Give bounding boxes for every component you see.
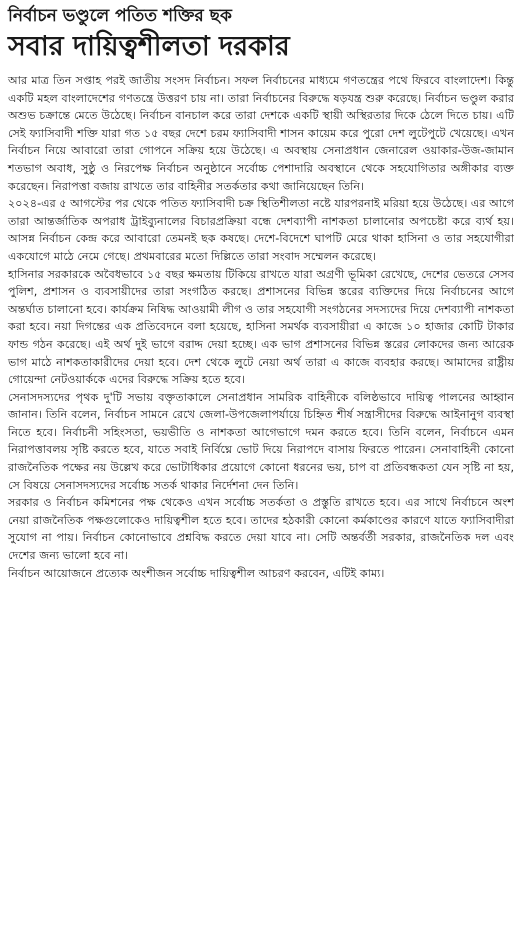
article-body [8, 72, 514, 582]
article-paragraph: আর মাত্র তিন সপ্তাহ পরই জাতীয় সংসদ নির্বাচন। সফল নির্বাচনের মাধ্যমে গণতন্ত্রের পথে ফিরবে বাংলাদেশ। কিন্তু একটি মহল বাংলাদেশের গণতন্ত্রে উত্তরণ চায় না। তারা নির্বাচনের বিরুদ্ধে ষড়যন্ত্র শুরু করেছে। নির্বাচন ভণ্ডুল করার অশুভ চক্রান্তে মেতে উঠেছে। নির্বাচন বানচাল করে তারা দেশকে একটি স্থায়ী অস্থিরতার দিকে ঠেলে দিতে চায়। এটি সেই ফ্যাসিবাদী শক্তি যারা গত ১৫ বছর দেশে চরম ফ্যাসিবাদী শাসন কায়েম করে পুরো দেশ লুটেপুটে খেয়েছে। এখন নির্বাচন নিয়ে আবারো তারা গোপনে সক্রিয় হয়ে উঠেছে। এ অবস্থায় সেনাপ্রধান জেনারেল ওয়াকার-উজ-জামান শতভাগ অবাধ, সুষ্ঠু ও নিরপেক্ষ নির্বাচন অনুষ্ঠানে সর্বোচ্চ পেশাদারি অবস্থানে থেকে সহযোগিতার অঙ্গীকার ব্যক্ত করেছেন। নিরাপত্তা বজায় রাখতে তার বাহিনীর সতর্কতার কথা জানিয়েছেন তিনি। [8, 74, 514, 193]
article-paragraph: সরকার ও নির্বাচন কমিশনের পক্ষ থেকেও এখন সর্বোচ্চ সতর্কতা ও প্রস্তুতি রাখতে হবে। এর সাথে নির্বাচনে অংশ নেয়া রাজনৈতিক পক্ষগুলোকেও দায়িত্বশীল হতে হবে। তাদের হঠকারী কোনো কর্মকাণ্ডের কারণে যাতে ফ্যাসিবাদীরা সুযোগ না পায়। নির্বাচন কোনোভাবে প্রশ্নবিদ্ধ করতে দেয়া যাবে না। সেটি অন্তর্বর্তী সরকার, রাজনৈতিক দল এবং দেশের জন্য ভালো হবে না। [8, 496, 514, 563]
article-paragraph: সেনাসদস্যদের পৃথক দু'টি সভায় বক্তৃতাকালে সেনাপ্রধান সামরিক বাহিনীকে বলিষ্ঠভাবে দায়িত্ব পালনের আহ্বান জানান। তিনি বলেন, নির্বাচন সামনে রেখে জেলা-উপজেলাপর্যায়ে চিহ্নিত শীর্ষ সন্ত্রাসীদের বিরুদ্ধে আইনানুগ ব্যবস্থা নিতে হবে। নির্বাচনী সহিংসতা, ভয়ভীতি ও নাশকতা আগেভাগে দমন করতে হবে। তিনি বলেন, নির্বাচনে এমন নিরাপত্তাবলয় সৃষ্টি করতে হবে, যাতে সবাই নির্বিঘ্নে ভোট দিয়ে নিরাপদে বাসায় ফিরতে পারেন। সেনাবাহিনী কোনো রাজনৈতিক পক্ষের নয় উল্লেখ করে ভোটাধিকার প্রয়োগে কোনো ধরনের ভয়, চাপ বা প্রতিবন্ধকতা যেন সৃষ্টি না হয়, সে বিষয়ে সেনাসদস্যদের সর্বোচ্চ সতর্ক থাকার নির্দেশনা দেন তিনি। [8, 390, 514, 492]
article-headline: সবার দায়িত্বশীলতা দরকার [8, 31, 290, 62]
article-paragraph: হাসিনার সরকারকে অবৈধভাবে ১৫ বছর ক্ষমতায় টিকিয়ে রাখতে যারা অগ্রণী ভূমিকা রেখেছে, দেশের ভেতরে সেসব পুলিশ, প্রশাসন ও ব্যবসায়ীদের তারা সংগঠিত করছে। প্রশাসনের বিভিন্ন স্তরের ব্যক্তিদের দিয়ে নির্বাচনের আগে অন্তর্ঘাত চালানো হবে। কার্যক্রম নিষিদ্ধ আওয়ামী লীগ ও তার সহযোগী সংগঠনের সদস্যদের দিয়ে দেশব্যাপী নাশকতা করা হবে। নয়া দিগন্তের এক প্রতিবেদনে বলা হয়েছে, হাসিনা সমর্থক ব্যবসায়ীরা এ কাজে ১০ হাজার কোটি টাকার ফান্ড গঠন করেছে। এই অর্থ দুই ভাগে বরাদ্দ দেয়া হচ্ছে। এক ভাগ প্রশাসনের বিভিন্ন স্তরের লোকদের জন্য আরেক ভাগ মাঠে নাশকতাকারীদের দেয়া হবে। দেশ থেকে লুটে নেয়া অর্থ তারা এ কাজে ব্যবহার করছে। আমাদের রাষ্ট্রীয় গোয়েন্দা নেটওয়ার্ককে এদের বিরুদ্ধে সক্রিয় হতে হবে। [8, 267, 514, 387]
article-paragraph: নির্বাচন আয়োজনে প্রত্যেক অংশীজন সর্বোচ্চ দায়িত্বশীল আচরণ করবেন, এটিই কাম্য। [8, 566, 385, 580]
article-subhead: নির্বাচন ভণ্ডুলে পতিত শক্তির ছক [8, 6, 232, 26]
article-paragraph: ২০২৪-এর ৫ আগস্টের পর থেকে পতিত ফ্যাসিবাদী চক্র স্থিতিশীলতা নষ্টে যারপরনাই মরিয়া হয়ে উঠেছে। এর আগে তারা আন্তর্জাতিক অপরাধ ট্রাইব্যুনালের বিচারপ্রক্রিয়া বন্ধে দেশব্যাপী নাশকতা চালানোর অপচেষ্টা করে ব্যর্থ হয়। আসন্ন নির্বাচন কেন্দ্র করে আবারো তেমনই ছক কষছে। দেশে-বিদেশে ঘাপটি মেরে থাকা হাসিনা ও তার সহযোগীরা একযোগে মাঠে নেমে গেছে। প্রথমবারের মতো দিল্লিতে তারা সংবাদ সম্মেলন করেছে। [8, 197, 514, 263]
